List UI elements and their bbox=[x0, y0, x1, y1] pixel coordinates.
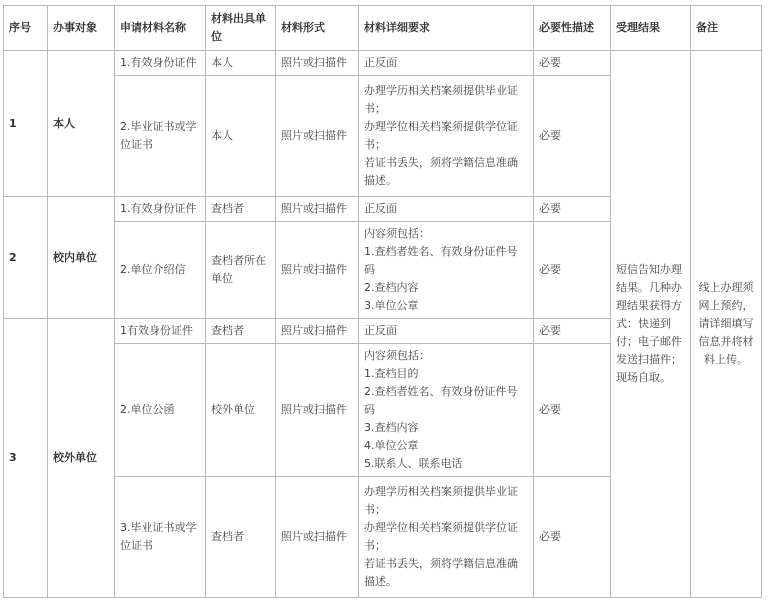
remark-cell: 线上办理须网上预约，请详细填写信息并将材料上传。 bbox=[691, 51, 762, 598]
header-target: 办事对象 bbox=[48, 6, 115, 51]
header-row bbox=[4, 6, 762, 51]
materials-table bbox=[3, 5, 762, 598]
group-target: 校外单位 bbox=[48, 319, 115, 598]
result-cell: 短信告知办理结果。几种办理结果获得方式：快递到付；电子邮件发送扫描件；现场自取。 bbox=[611, 51, 691, 598]
material-form: 照片或扫描件 bbox=[276, 319, 359, 344]
material-necessity: 必要 bbox=[534, 477, 611, 598]
header-form: 材料形式 bbox=[276, 6, 359, 51]
group-target: 校内单位 bbox=[48, 197, 115, 319]
material-necessity: 必要 bbox=[534, 197, 611, 222]
material-issuer: 本人 bbox=[206, 51, 276, 76]
requirement-line: 2.查档内容 bbox=[364, 281, 419, 294]
header-result: 受理结果 bbox=[611, 6, 691, 51]
requirement-line: 正反面 bbox=[364, 56, 397, 69]
requirement-line: 3.查档内容 bbox=[364, 421, 419, 434]
header-necessity: 必要性描述 bbox=[534, 6, 611, 51]
material-issuer: 查档者 bbox=[206, 319, 276, 344]
material-form: 照片或扫描件 bbox=[276, 51, 359, 76]
material-issuer: 查档者 bbox=[206, 477, 276, 598]
requirement-line: 正反面 bbox=[364, 202, 397, 215]
requirement-line: 若证书丢失，须将学籍信息准确描述。 bbox=[364, 557, 518, 588]
header-issuer: 材料出具单位 bbox=[206, 6, 276, 51]
material-form: 照片或扫描件 bbox=[276, 197, 359, 222]
material-necessity: 必要 bbox=[534, 76, 611, 197]
material-requirements bbox=[359, 344, 534, 477]
material-form: 照片或扫描件 bbox=[276, 477, 359, 598]
material-name: 2.毕业证书或学位证书 bbox=[115, 76, 206, 197]
material-necessity: 必要 bbox=[534, 319, 611, 344]
material-issuer: 本人 bbox=[206, 76, 276, 197]
requirement-line: 内容须包括： bbox=[364, 349, 430, 362]
requirement-line: 若证书丢失，须将学籍信息准确描述。 bbox=[364, 156, 518, 187]
material-name: 1.有效身份证件 bbox=[115, 197, 206, 222]
group-no: 2 bbox=[4, 197, 48, 319]
material-form: 照片或扫描件 bbox=[276, 344, 359, 477]
material-name: 3.毕业证书或学位证书 bbox=[115, 477, 206, 598]
material-form: 照片或扫描件 bbox=[276, 76, 359, 197]
material-name: 2.单位介绍信 bbox=[115, 222, 206, 319]
material-requirements bbox=[359, 51, 534, 76]
header-remark: 备注 bbox=[691, 6, 762, 51]
table-row bbox=[4, 51, 762, 76]
requirement-line: 正反面 bbox=[364, 324, 397, 337]
requirement-line: 4.单位公章 bbox=[364, 439, 419, 452]
material-issuer: 查档者 bbox=[206, 197, 276, 222]
requirement-line: 2.查档者姓名、有效身份证件号码 bbox=[364, 385, 518, 416]
group-no: 3 bbox=[4, 319, 48, 598]
material-name: 1有效身份证件 bbox=[115, 319, 206, 344]
header-requirements: 材料详细要求 bbox=[359, 6, 534, 51]
header-no: 序号 bbox=[4, 6, 48, 51]
requirement-line: 1.查档目的 bbox=[364, 367, 419, 380]
material-requirements bbox=[359, 477, 534, 598]
material-name: 2.单位公函 bbox=[115, 344, 206, 477]
material-requirements bbox=[359, 222, 534, 319]
material-requirements bbox=[359, 197, 534, 222]
group-target: 本人 bbox=[48, 51, 115, 197]
requirement-line: 办理学位相关档案须提供学位证书； bbox=[364, 120, 518, 151]
requirement-line: 3.单位公章 bbox=[364, 299, 419, 312]
requirement-line: 办理学历相关档案须提供毕业证书； bbox=[364, 84, 518, 115]
material-necessity: 必要 bbox=[534, 222, 611, 319]
material-issuer: 查档者所在单位 bbox=[206, 222, 276, 319]
material-form: 照片或扫描件 bbox=[276, 222, 359, 319]
material-requirements bbox=[359, 76, 534, 197]
material-necessity: 必要 bbox=[534, 51, 611, 76]
material-issuer: 校外单位 bbox=[206, 344, 276, 477]
group-no: 1 bbox=[4, 51, 48, 197]
requirement-line: 办理学位相关档案须提供学位证书； bbox=[364, 521, 518, 552]
requirement-line: 办理学历相关档案须提供毕业证书； bbox=[364, 485, 518, 516]
header-material-name: 申请材料名称 bbox=[115, 6, 206, 51]
requirement-line: 5.联系人、联系电话 bbox=[364, 457, 463, 470]
requirement-line: 内容须包括： bbox=[364, 227, 430, 240]
material-name: 1.有效身份证件 bbox=[115, 51, 206, 76]
material-requirements bbox=[359, 319, 534, 344]
material-necessity: 必要 bbox=[534, 344, 611, 477]
requirement-line: 1.查档者姓名、有效身份证件号码 bbox=[364, 245, 518, 276]
